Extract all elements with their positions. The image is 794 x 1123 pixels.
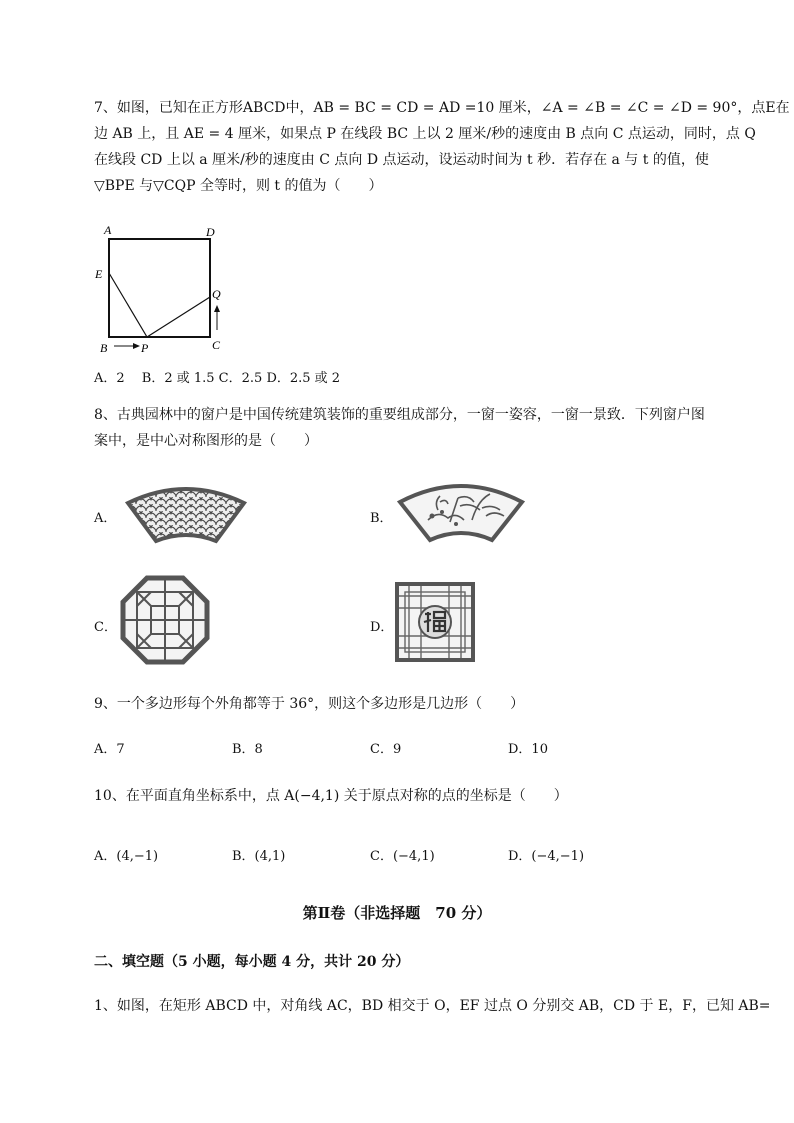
label-b: B — [100, 341, 108, 355]
q10-option-a: A．(4,−1) — [94, 849, 159, 864]
q7-line-2: 边 AB 上，且 AE = 4 厘米，如果点 P 在线段 BC 上以 2 厘米/秒的速度由 B 点向 C 点运动，同时，点 Q — [94, 126, 756, 142]
fill-q1-line: 1、如图，在矩形 ABCD 中，对角线 AC，BD 相交于 O，EF 过点 O 分别交 AB，CD 于 E，F，已知 AB= — [94, 998, 771, 1014]
label-c: C — [212, 338, 221, 352]
q9-option-b: B．8 — [232, 742, 263, 757]
q10-option-d: D．(−4,−1) — [508, 849, 585, 864]
q8-option-c-label: C． — [94, 620, 117, 635]
q9-option-a: A．7 — [94, 742, 125, 757]
q8-line-1: 8、古典园林中的窗户是中国传统建筑装饰的重要组成部分，一窗一姿容，一窗一景致．下列窗户图 — [94, 407, 705, 423]
label-p: P — [141, 341, 149, 355]
q8-line-2: 案中，是中心对称图形的是（ ） — [94, 433, 318, 449]
q8-option-a-label: A． — [94, 511, 117, 526]
q10-option-b: B．(4,1) — [232, 849, 286, 864]
q8-option-b-label: B． — [370, 511, 393, 526]
label-d: D — [206, 225, 215, 239]
label-q: Q — [212, 287, 221, 301]
q9-option-d: D．10 — [508, 742, 548, 757]
q9-line: 9、一个多边形每个外角都等于 36°，则这个多边形是几边形（ ） — [94, 696, 525, 712]
q9-option-c: C．9 — [370, 742, 402, 757]
q10-line: 10、在平面直角坐标系中，点 A(−4,1) 关于原点对称的点的坐标是（ ） — [94, 788, 568, 804]
part-title: 二、填空题（5 小题，每小题 4 分，共计 20 分） — [94, 954, 410, 970]
q7-line-3: 在线段 CD 上以 a 厘米/秒的速度由 C 点向 D 点运动，设运动时间为 t 秒．若存在 a 与 t 的值，使 — [94, 152, 709, 168]
q8-option-d-label: D． — [370, 620, 394, 635]
q7-square-figure — [90, 222, 230, 357]
q7-line-1: 7、如图，已知在正方形ABCD中，AB = BC = CD = AD =10 厘米，∠A = ∠B = ∠C = ∠D = 90°，点E在 — [94, 100, 790, 116]
q7-options: A．2 B．2 或 1.5 C．2.5 D．2.5 或 2 — [94, 371, 341, 386]
q10-option-c: C．(−4,1) — [370, 849, 435, 864]
q7-line-4: ▽BPE 与▽CQP 全等时，则 t 的值为（ ） — [94, 178, 383, 194]
fan-window-plant-pattern-image — [398, 480, 524, 544]
label-e: E — [95, 267, 103, 281]
octagon-window-lattice-image — [121, 576, 209, 664]
fan-window-scale-pattern-image — [126, 483, 246, 545]
section-title: 第Ⅱ卷（非选择题 70 分） — [302, 904, 492, 922]
label-a: A — [104, 223, 112, 237]
square-window-fu-character-image — [395, 582, 475, 662]
